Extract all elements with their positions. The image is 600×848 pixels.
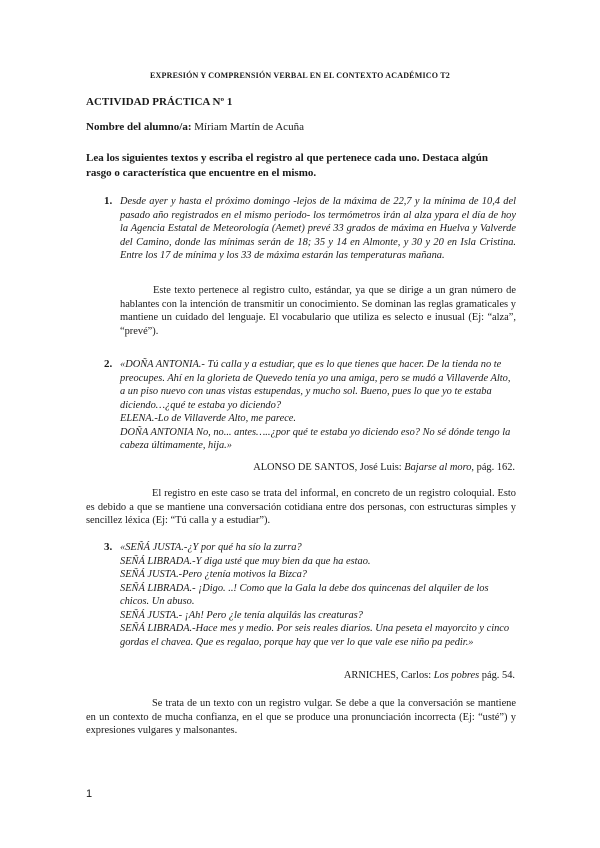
- item-3-line: SEÑÁ LIBRADA.-Hace mes y medio. Por seis reales diarios. Una peseta el mayorcito y cinco gordas el chavea. Que es regalao, porque hay que ver lo que vale ese niño pa pedir.»: [120, 623, 510, 648]
- item-2-answer: El registro en este caso se trata del informal, en concreto de un registro coloquial. Esto es debido a que se mantiene una conversación cotidiana entre dos personas, con estructuras simples y sencillez léxica (Ej: “Tú calla y a estudiar”).: [86, 488, 516, 526]
- item-3-line: SEÑÁ JUSTA.-Pero ¿tenía motivos la Bizca?: [120, 569, 307, 580]
- item-1-number: 1.: [104, 195, 113, 207]
- page-number: 1: [86, 788, 93, 800]
- item-3-number: 3.: [104, 541, 113, 553]
- item-2-line: ELENA.-Lo de Villaverde Alto, me parece.: [120, 413, 297, 424]
- citation-page: , pág. 162.: [471, 462, 515, 473]
- student-name: Míriam Martín de Acuña: [194, 121, 304, 133]
- item-2-line: DOÑA ANTONIA No, no... antes…..¿por qué te estaba yo diciendo eso? No sé dónde tengo la cabeza últimamente, hija.»: [120, 426, 511, 451]
- item-2-number: 2.: [104, 358, 113, 370]
- item-2-text: [120, 358, 516, 453]
- item-1-text: Desde ayer y hasta el próximo domingo -lejos de la máxima de 22,7 y la mínima de 10,4 del pasado año registrados en el mismo periodo- los termómetros irán al alza ypara el día de hoy la Agencia Estatal de Meteorología (Aemet) prevé 33 grados de máxima en Huelva y Valverde del Camino, donde las mínimas serán de 18; 35 y 14 en Almonte, y 30 y 20 en Isla Cristina. Entre los 17 de mínima y los 33 de máxima estarán las temperaturas mañana.: [120, 196, 516, 261]
- citation-author: ARNICHES, Carlos:: [343, 670, 432, 681]
- citation-author: ALONSO DE SANTOS, José Luis:: [253, 462, 402, 473]
- citation-work: Los pobres: [433, 670, 480, 681]
- instructions: Lea los siguientes textos y escriba el registro al que pertenece cada uno. Destaca algún rasgo o característica que encuentre en el mismo.: [86, 152, 488, 179]
- item-3-line: SEÑÁ LIBRADA.-Y diga usté que muy bien da que ha estao.: [120, 555, 371, 567]
- document-header: EXPRESIÓN Y COMPRENSIÓN VERBAL EN EL CONTEXTO ACADÉMICO T2: [150, 71, 450, 80]
- item-2-citation: [253, 462, 515, 473]
- item-1-answer: Este texto pertenece al registro culto, estándar, ya que se dirige a un gran número de hablantes con la intención de transmitir un conocimiento. Se dominan las reglas gramaticales y mantiene un cuidado del lenguaje. El vocabulario que utiliza es selecto e inusual (Ej: “alza”, “prevé”).: [120, 285, 516, 337]
- citation-page: pág. 54.: [479, 670, 515, 681]
- citation-work: Bajarse al moro: [404, 462, 472, 473]
- item-3-line: «SEÑÁ JUSTA.-¿Y por qué ha sío la zurra?: [120, 542, 302, 553]
- item-3-citation: [344, 670, 515, 681]
- item-3-answer: Se trata de un texto con un registro vulgar. Se debe a que la conversación se mantiene en un contexto de mucha confianza, en el que se produce una pronunciación incorrecta (Ej: “usté”) y expresiones vulgares y malsonantes.: [86, 698, 516, 736]
- item-3-line: SEÑÁ JUSTA.- ¡Ah! Pero ¿le tenía alquilás las creaturas?: [120, 609, 363, 621]
- item-3-text: [120, 541, 516, 649]
- activity-title: ACTIVIDAD PRÁCTICA Nº 1: [86, 96, 233, 108]
- item-2-line: «DOÑA ANTONIA.- Tú calla y a estudiar, que es lo que tienes que hacer. De la tienda no te preocupes. Ahí en la glorieta de Quevedo tenía yo una amiga, pero se mudó a Villaverde Alto, a un piso nuevo con unas vistas estupendas, y mucho sol. Bueno, pues lo que yo te estaba diciendo…¿qué te estaba yo diciendo?: [120, 359, 511, 411]
- student-line: [86, 121, 304, 133]
- item-3-line: SEÑÁ LIBRADA.- ¡Digo. ..! Como que la Gala la debe dos quincenas del alquiler de los chicos. Un abuso.: [120, 582, 489, 607]
- student-label: Nombre del alumno/a:: [86, 121, 192, 133]
